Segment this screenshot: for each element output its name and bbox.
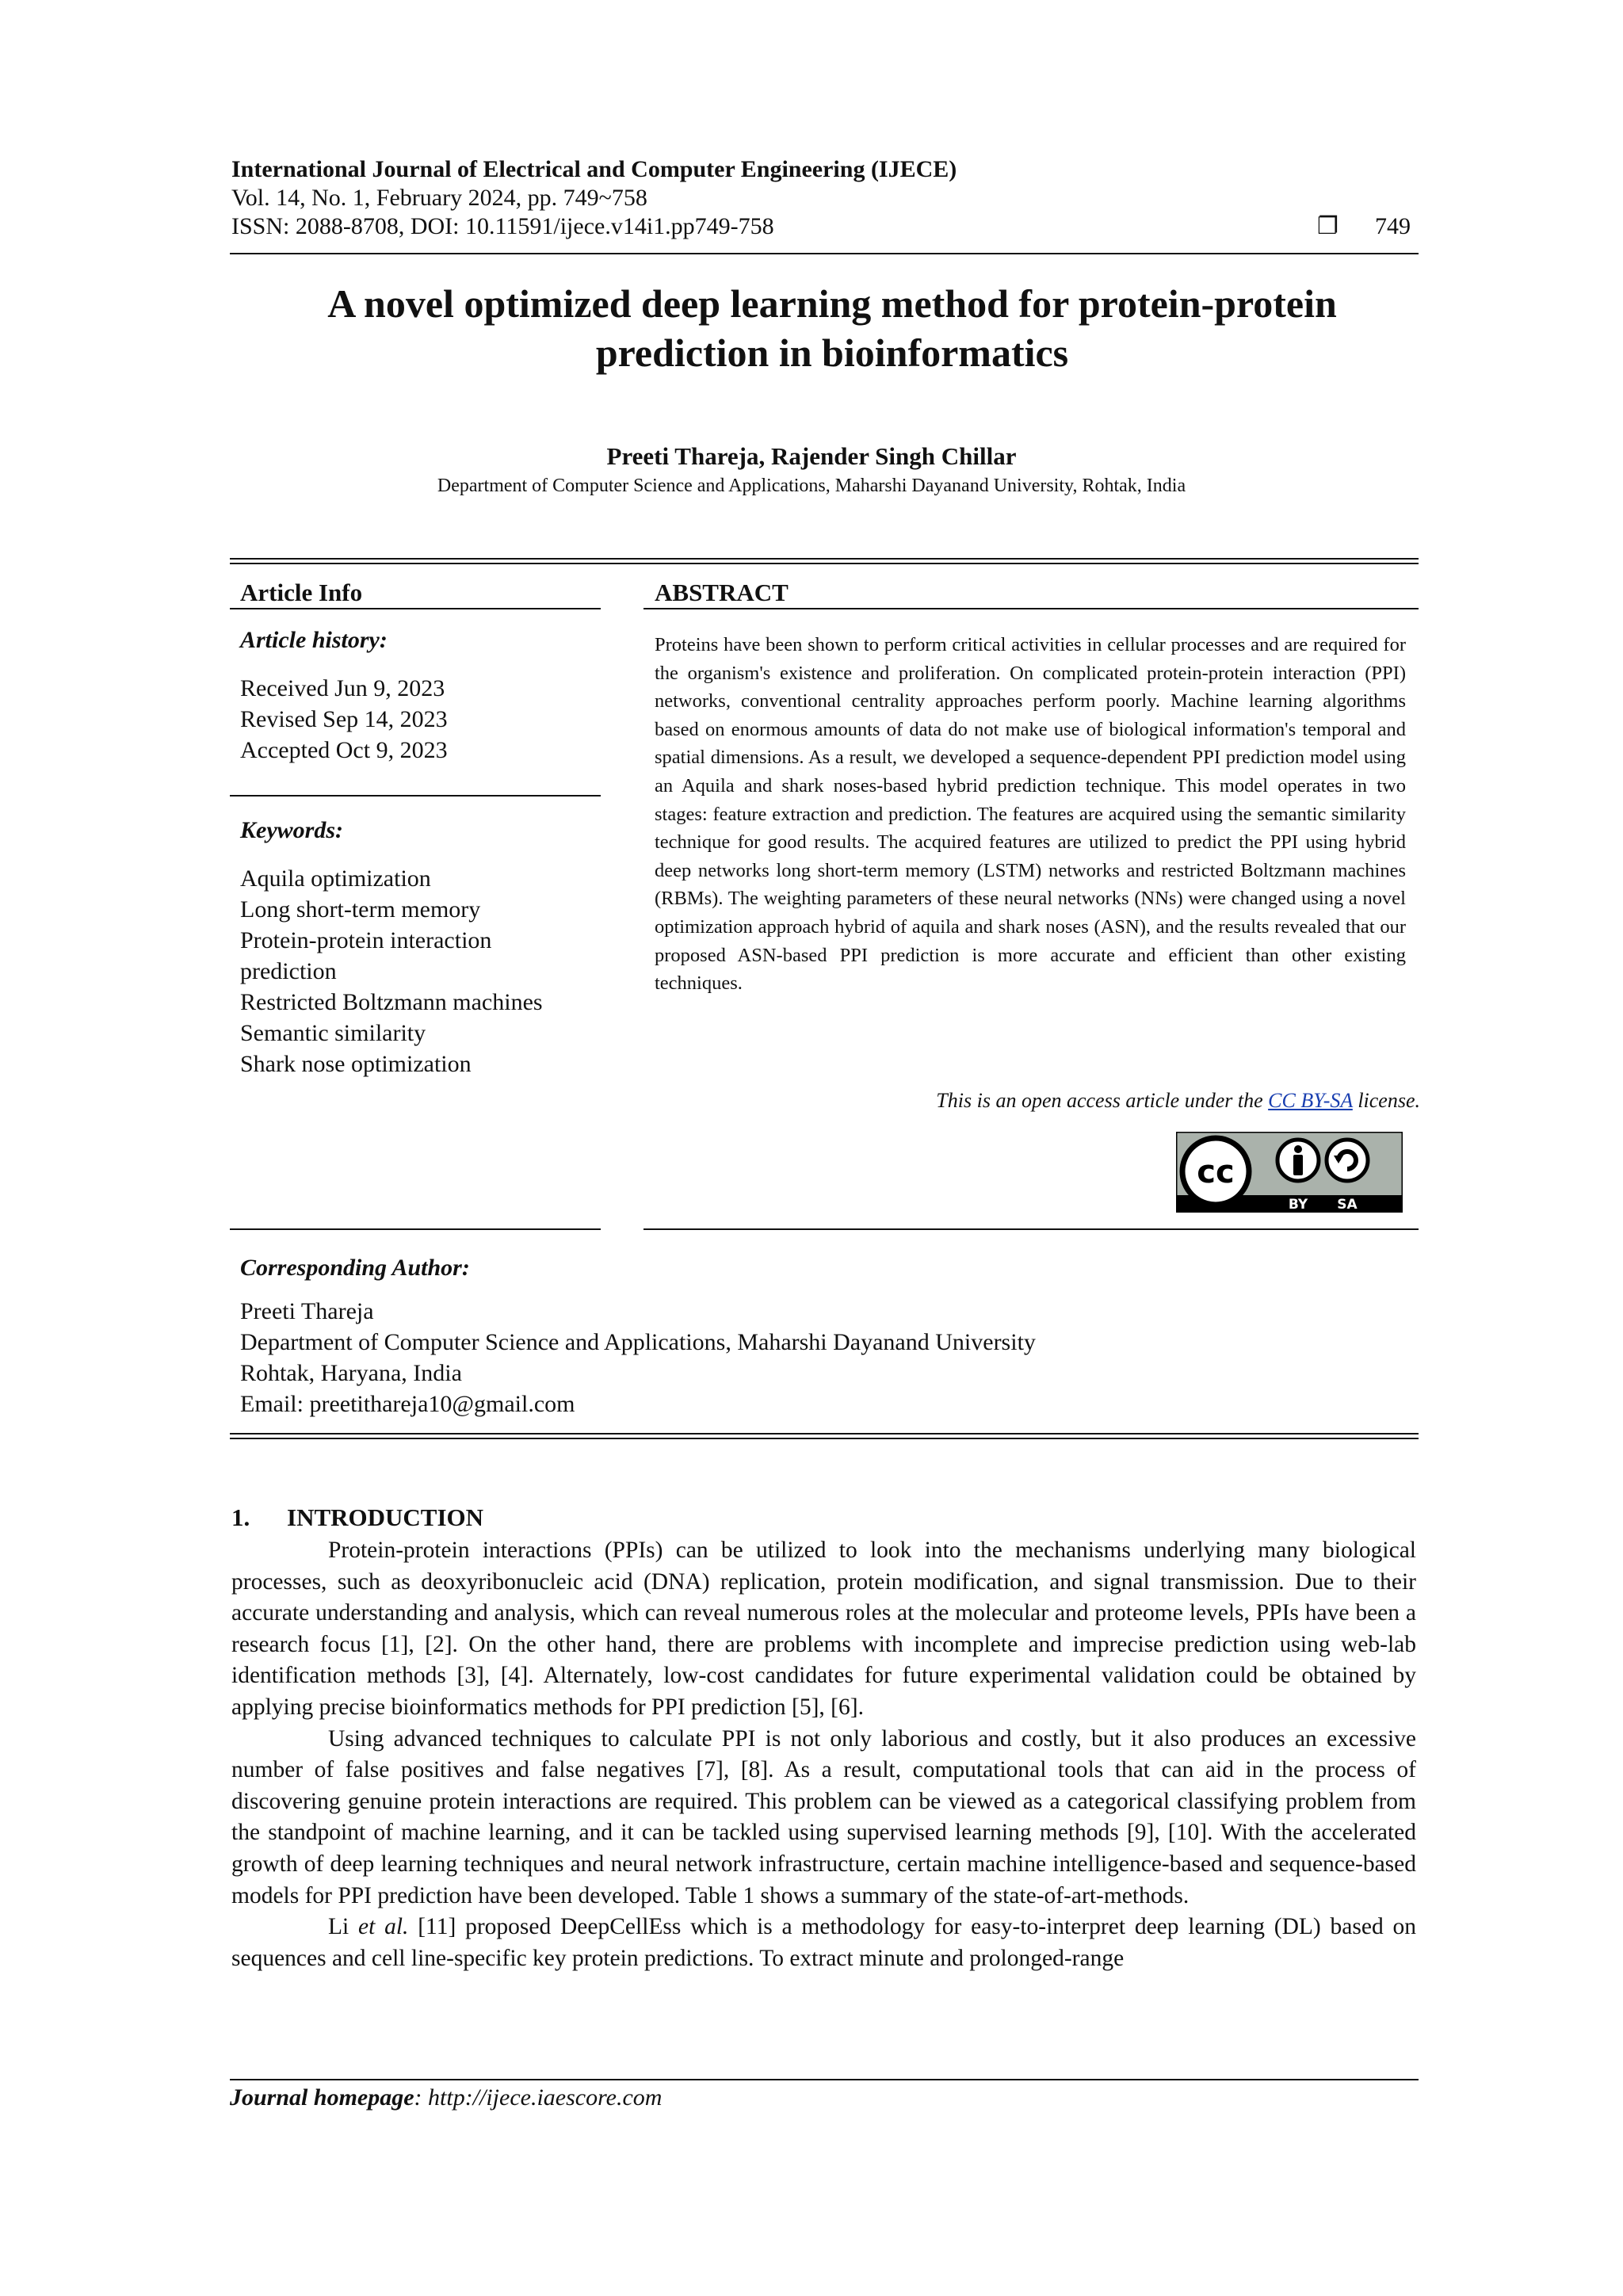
paper-title-line-2: prediction in bioinformatics — [595, 330, 1069, 375]
paragraph: Using advanced techniques to calculate PPI is not only laborious and costly, but it also produces an excessive number of false positives and false negatives [7], [8]. As a result, computational tools that can aid in the process of discovering genuine protein interactions are required. This problem can be viewed as a categorical classifying problem from the standpoint of machine learning, and it can be tackled using supervised learning methods [9], [10]. With the accelerated growth of deep learning techniques and neural network infrastructure, certain machine intelligence-based and sequence-based models for PPI prediction have been developed. Table 1 shows a summary of the state-of-art-methods. — [231, 1725, 1416, 1908]
keyword-item: Shark nose optimization — [240, 1051, 472, 1077]
cc-logo-text: cc — [1197, 1154, 1235, 1190]
journal-homepage — [230, 2084, 662, 2111]
history-revised: Revised Sep 14, 2023 — [240, 706, 448, 732]
paragraph-etal: et al. — [358, 1914, 409, 1940]
badge-by-label: BY — [1288, 1197, 1308, 1213]
paper-title — [158, 279, 1506, 377]
journal-volume: Vol. 14, No. 1, February 2024, pp. 749~758 — [231, 185, 647, 211]
info-bottom-rule — [230, 1433, 1419, 1435]
paper-title-line-1: A novel optimized deep learning method for protein-protein — [327, 281, 1337, 326]
license-link[interactable]: CC BY-SA — [1268, 1089, 1353, 1112]
corresponding-author — [240, 1252, 1036, 1419]
corresponding-department: Department of Computer Science and Applications, Maharshi Dayanand University — [240, 1329, 1036, 1355]
share-alike-icon — [1327, 1140, 1368, 1181]
corresponding-location: Rohtak, Haryana, India — [240, 1360, 462, 1386]
article-info-rule — [230, 608, 601, 609]
corresponding-name: Preeti Thareja — [240, 1298, 374, 1324]
corresponding-email: Email: preetithareja10@gmail.com — [240, 1391, 575, 1417]
keywords-list — [240, 863, 543, 1079]
paragraph — [231, 1912, 1416, 1974]
paragraph: Protein-protein interactions (PPIs) can be utilized to look into the mechanisms underlying many biological processes, such as deoxyribonucleic acid (DNA) replication, protein modification, and signal transmission. Due to their accurate understanding and analysis, which can reveal numerous roles at the molecular and proteome levels, PPIs have been a research focus [1], [2]. On the other hand, there are problems with incomplete and imprecise prediction using web-lab identification methods [3], [4]. Alternately, low-cost candidates for future experimental validation could be obtained by applying precise bioinformatics methods for PPI prediction [5], [6]. — [231, 1538, 1416, 1720]
info-bottom-rule-2 — [230, 1438, 1419, 1439]
author-affiliation: Department of Computer Science and Applications, Maharshi Dayanand University, Rohtak, India — [437, 476, 1186, 496]
box-icon: ❐ — [1317, 213, 1338, 239]
keywords-heading: Keywords: — [240, 817, 343, 843]
history-received: Received Jun 9, 2023 — [240, 675, 445, 701]
keyword-item: Semantic similarity — [240, 1020, 426, 1046]
license-text-post: license. — [1352, 1089, 1420, 1112]
homepage-url[interactable]: : http://ijece.iaescore.com — [414, 2084, 663, 2111]
abstract-bottom-rule — [643, 1228, 1419, 1230]
license-text-pre: This is an open access article under the — [936, 1089, 1269, 1112]
badge-sa-label: SA — [1337, 1197, 1358, 1213]
abstract-text: Proteins have been shown to perform critical activities in cellular processes and are required for the organism's existence and proliferation. On complicated protein-protein interaction (PPI) networks, conventional centrality approaches perform poorly. Machine learning algorithms based on enormous amounts of data do not make use of biological information's temporal and spatial dimensions. As a result, we developed a sequence-dependent PPI prediction model using an Aquila and shark noses-based hybrid prediction technique. This model operates in two stages: feature extraction and prediction. The features are acquired using the semantic similarity technique for good results. The acquired features are utilized to predict the PPI using hybrid deep networks long short-term memory (LSTM) networks and restricted Boltzmann machines (RBMs). The weighting parameters of these neural networks (NNs) were changed using a novel optimization approach hybrid of aquila and shark noses (ASN), and the results revealed that our proposed ASN-based PPI prediction is more accurate and efficient than other existing techniques. — [655, 634, 1406, 995]
cc-by-sa-badge[interactable] — [1176, 1132, 1403, 1213]
keyword-item: Protein-protein interaction — [240, 927, 492, 953]
homepage-label: Journal homepage — [230, 2084, 414, 2111]
keyword-item: prediction — [240, 958, 337, 984]
info-top-rule-2 — [230, 563, 1419, 564]
section-title: INTRODUCTION — [287, 1503, 484, 1531]
info-top-rule — [230, 558, 1419, 560]
author-list: Preeti Thareja, Rajender Singh Chillar — [606, 442, 1017, 470]
article-info-heading: Article Info — [240, 579, 363, 606]
footer-rule — [230, 2079, 1419, 2080]
attribution-person-icon — [1277, 1140, 1319, 1181]
keyword-item: Restricted Boltzmann machines — [240, 989, 543, 1015]
paragraph-text: [11] proposed DeepCellEss which is a methodology for easy-to-interpret deep learning (DL) based on sequences and cell line-specific key protein predictions. To extract minute and prolonged-range — [231, 1914, 1416, 1971]
header-rule — [230, 253, 1419, 254]
keyword-item: Aquila optimization — [240, 865, 431, 892]
article-history-heading: Article history: — [240, 627, 388, 653]
article-info-bottom-rule — [230, 1228, 601, 1230]
keywords-rule — [230, 795, 601, 797]
article-history-list — [240, 673, 448, 766]
journal-issn-doi: ISSN: 2088-8708, DOI: 10.11591/ijece.v14i1.pp749-758 — [231, 213, 774, 239]
license-note — [936, 1089, 1420, 1113]
abstract-rule — [643, 608, 1419, 609]
paragraph-author: Li — [328, 1914, 359, 1940]
section-number: 1. — [231, 1503, 250, 1531]
history-accepted: Accepted Oct 9, 2023 — [240, 737, 448, 763]
introduction-body — [231, 1535, 1416, 1974]
cc-logo-icon — [1182, 1138, 1249, 1205]
keyword-item: Long short-term memory — [240, 896, 481, 923]
corresponding-heading: Corresponding Author: — [240, 1255, 470, 1281]
abstract-heading: ABSTRACT — [655, 579, 789, 606]
journal-name: International Journal of Electrical and Computer Engineering (IJECE) — [231, 156, 957, 182]
section-heading — [231, 1503, 483, 1532]
page-number: 749 — [1375, 213, 1411, 239]
